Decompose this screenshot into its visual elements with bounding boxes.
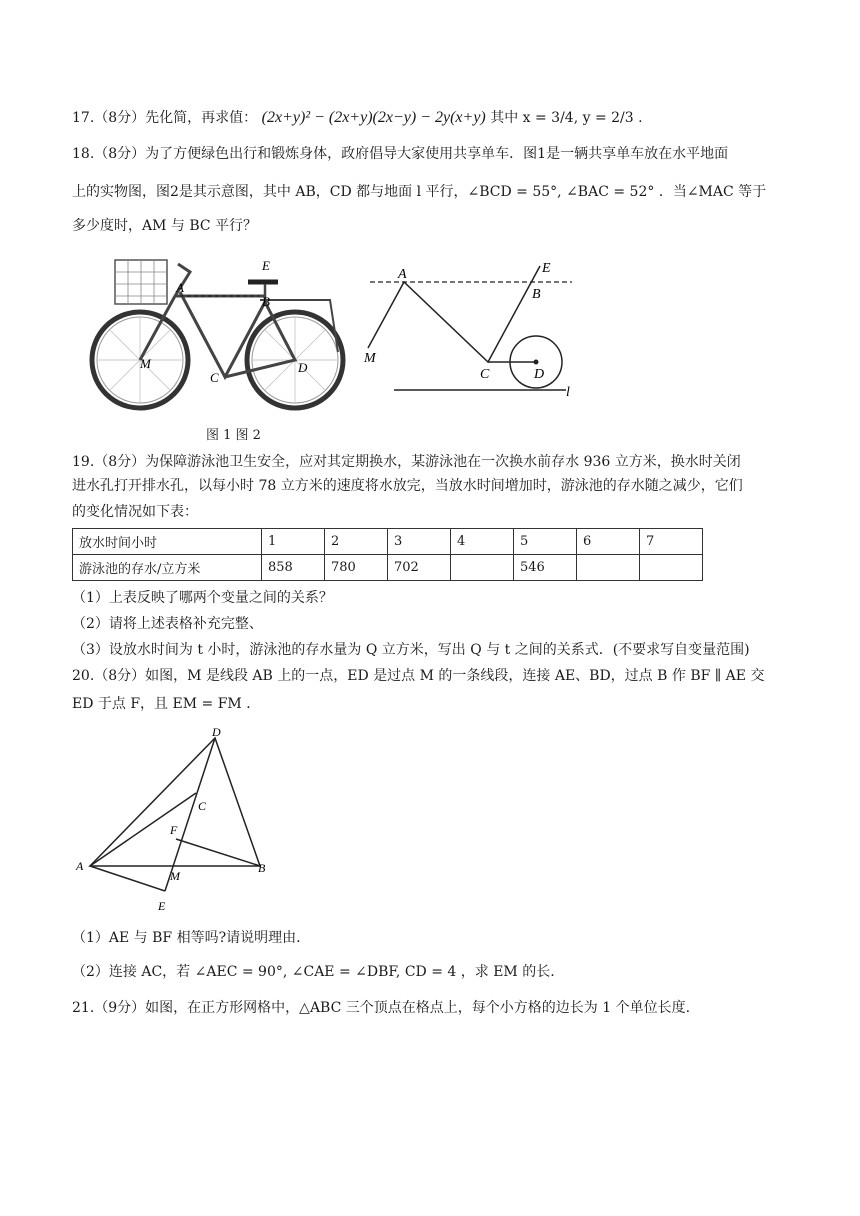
fig2-label-M: M [364, 351, 376, 366]
fig1-label-M: M [140, 356, 151, 371]
table-cell [577, 555, 640, 581]
q19-line2: 进水孔打开排水孔，以每小时 78 立方米的速度将水放完，当放水时间增加时，游泳池的存水随之减少，它们 [72, 478, 743, 494]
table-row2-label: 游泳池的存水/立方米 [73, 555, 262, 581]
figure-q20 [70, 726, 280, 916]
figure2-schematic [360, 252, 590, 412]
table-row [73, 555, 703, 581]
fig1-label-C: C [210, 370, 219, 385]
table-cell: 780 [325, 555, 388, 581]
q20-label-D: D [212, 726, 221, 739]
q20-label-E: E [158, 899, 166, 913]
table-cell: 1 [262, 529, 325, 555]
table-cell [640, 555, 703, 581]
fig2-label-l: l [566, 385, 570, 400]
table-row1-label: 放水时间小时 [73, 529, 262, 555]
q20-label-F: F [170, 823, 178, 837]
q20-label-B: B [258, 861, 266, 875]
table-cell: 3 [388, 529, 451, 555]
q20-line1: 20.（8分）如图，M 是线段 AB 上的一点，ED 是过点 M 的一条线段，连接 AE、BD，过点 B 作 BF ∥ AE 交 [72, 668, 765, 684]
q20-label-C: C [198, 799, 207, 813]
fig2-label-C: C [480, 367, 490, 382]
table-cell: 6 [577, 529, 640, 555]
q20-sub2: （2）连接 AC，若 ∠AEC = 90°, ∠CAE = ∠DBF, CD = 4 ，求 EM 的长. [72, 964, 555, 980]
fig1-label-D: D [298, 360, 308, 375]
table-cell: 702 [388, 555, 451, 581]
fig1-label-A: A [176, 280, 184, 295]
table-cell [451, 555, 514, 581]
table-cell: 546 [514, 555, 577, 581]
q21-line1: 21.（9分）如图，在正方形网格中，△ABC 三个顶点在格点上，每个小方格的边长为 1 个单位长度. [72, 1000, 691, 1016]
figure-caption: 图 1 图 2 [206, 428, 261, 443]
q17-line [72, 108, 643, 128]
fig2-label-E: E [542, 261, 551, 276]
fig2-label-D: D [534, 367, 545, 382]
table-cell: 7 [640, 529, 703, 555]
q20-triangle-ABD [90, 738, 260, 866]
fig2-label-A: A [398, 267, 407, 282]
q19-sub2: （2）请将上述表格补充完整、 [72, 616, 263, 632]
fig1-label-E: E [262, 258, 270, 273]
q20-line-BF [176, 839, 260, 866]
q17-suffix: 其中 x = 3/4, y = 2/3 . [490, 110, 643, 126]
q20-sub1: （1）AE 与 BF 相等吗?请说明理由. [72, 930, 301, 946]
q18-line1: 18.（8分）为了方便绿色出行和锻炼身体，政府倡导大家使用共享单车．图1是一辆共享单车放在水平地面 [72, 146, 729, 162]
q19-sub3: （3）设放水时间为 t 小时，游泳池的存水量为 Q 立方米，写出 Q 与 t 之间的关系式．(不要求写自变量范围) [72, 642, 750, 658]
q17-prefix: 17.（8分）先化简，再求值： [72, 110, 258, 126]
table-cell: 5 [514, 529, 577, 555]
q17-expression: (2x+y)² − (2x+y)(2x−y) − 2y(x+y) [261, 109, 486, 126]
q20-line2: ED 于点 F，且 EM = FM ． [72, 696, 261, 712]
q18-line3: 多少度时，AM 与 BC 平行？ [72, 218, 258, 234]
table-cell: 858 [262, 555, 325, 581]
table-row [73, 529, 703, 555]
figure1-bicycle [80, 252, 370, 412]
q20-label-M: M [170, 869, 180, 883]
fig2-label-B: B [532, 287, 541, 302]
q20-label-A: A [76, 859, 84, 873]
table-cell: 2 [325, 529, 388, 555]
q19-table [72, 528, 703, 581]
q19-line1: 19.（8分）为保障游泳池卫生安全，应对其定期换水，某游泳池在一次换水前存水 936 立方米，换水时关闭 [72, 454, 741, 470]
table-cell: 4 [451, 529, 514, 555]
fig1-label-B: B [262, 294, 270, 309]
q19-line3: 的变化情况如下表： [72, 504, 198, 520]
q19-sub1: （1）上表反映了哪两个变量之间的关系？ [72, 590, 333, 606]
q18-line2: 上的实物图，图2是其示意图，其中 AB，CD 都与地面 l 平行，∠BCD = 55°, ∠BAC = 52° ．当∠MAC 等于 [72, 184, 767, 200]
